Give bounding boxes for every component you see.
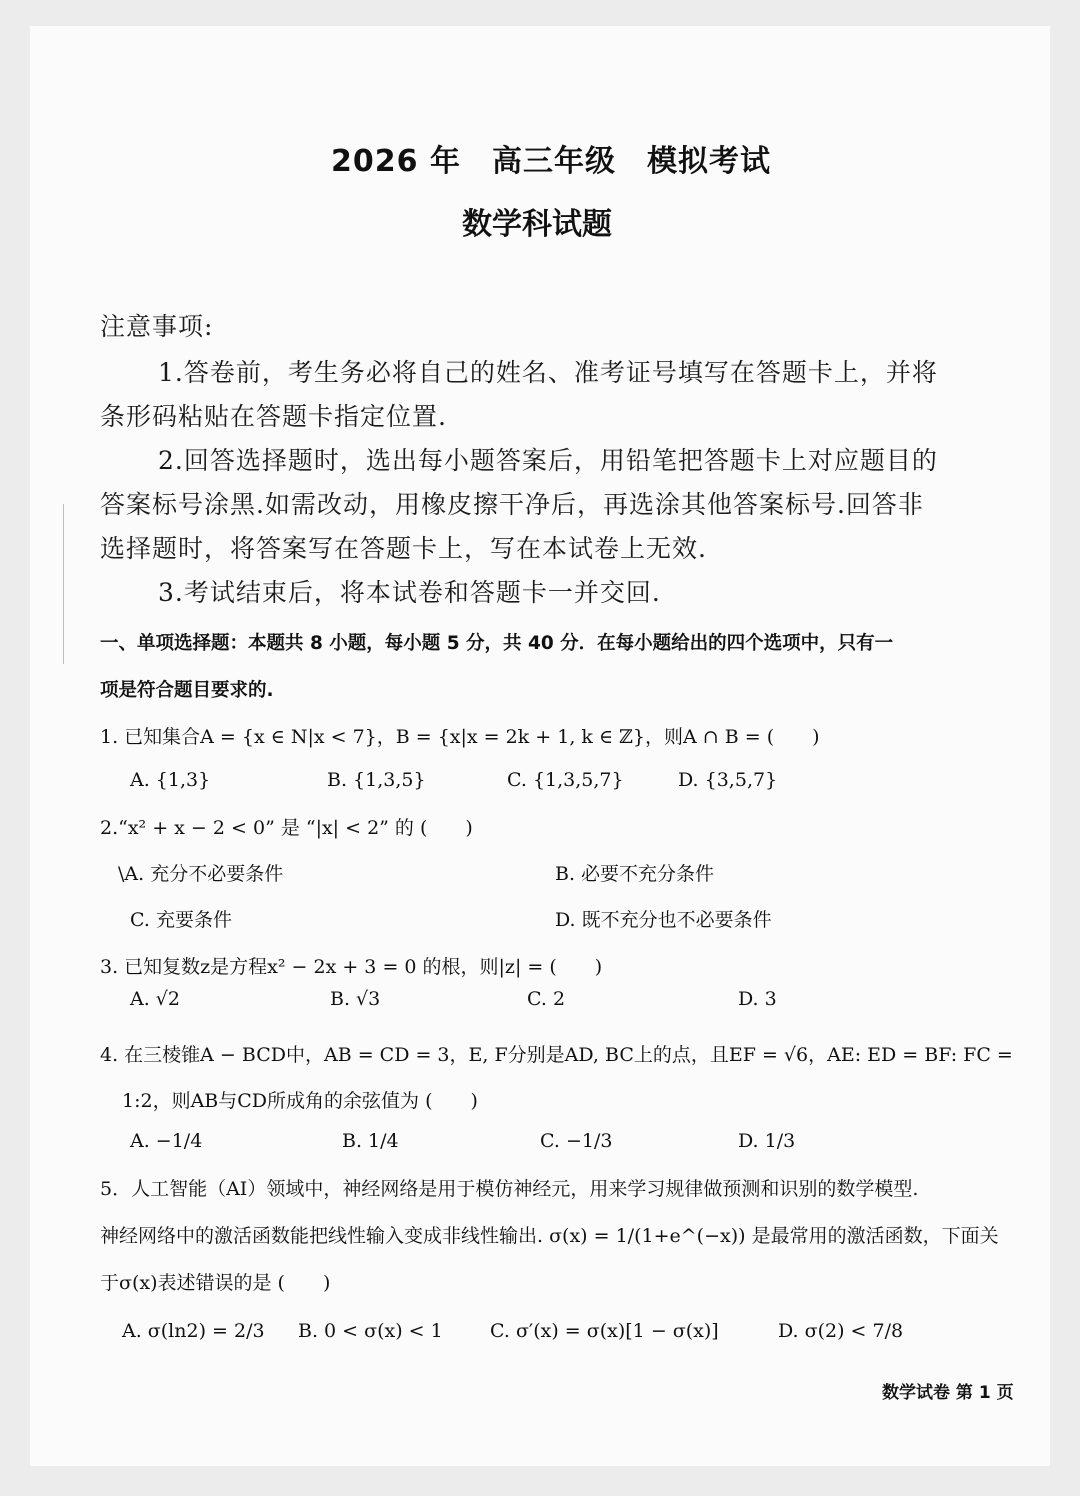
question-3-option-d: D. 3 — [738, 988, 777, 1010]
exam-subtitle: 数学科试题 — [462, 207, 612, 242]
question-5-option-a: A. σ(ln2) = 2/3 — [122, 1320, 265, 1342]
section-heading-line1: 一、单项选择题：本题共 8 小题，每小题 5 分，共 40 分．在每小题给出的四个选项中，只有一 — [100, 633, 894, 654]
question-2-option-a: \A. 充分不必要条件 — [118, 863, 284, 885]
question-1-option-d: D. {3,5,7} — [678, 769, 778, 791]
page-footer: 数学试卷 第 1 页 — [882, 1383, 1014, 1403]
question-1-stem: 1. 已知集合A = {x ∈ N|x < 7}，B = {x|x = 2k + 1, k ∈ ℤ}，则A ∩ B = ( ) — [100, 726, 820, 748]
exam-page — [30, 26, 1050, 1466]
question-3-option-c: C. 2 — [527, 988, 566, 1010]
notice-line: 1.答卷前，考生务必将自己的姓名、准考证号填写在答题卡上，并将 — [158, 358, 938, 387]
question-4-option-a: A. −1/4 — [130, 1130, 203, 1152]
question-2-stem: 2.“x² + x − 2 < 0” 是 “|x| < 2” 的 ( ) — [100, 817, 473, 839]
question-3-stem: 3. 已知复数z是方程x² − 2x + 3 = 0 的根，则|z| = ( ) — [100, 956, 603, 978]
question-1-option-a: A. {1,3} — [130, 769, 211, 791]
question-5-line3: 于σ(x)表述错误的是 ( ) — [100, 1272, 331, 1294]
question-5-option-d: D. σ(2) < 7/8 — [778, 1320, 904, 1342]
question-3-option-b: B. √3 — [330, 988, 381, 1010]
question-4-option-d: D. 1/3 — [738, 1130, 796, 1152]
question-5-option-c: C. σ′(x) = σ(x)[1 − σ(x)] — [490, 1320, 719, 1342]
notice-line: 条形码粘贴在答题卡指定位置. — [100, 402, 447, 431]
question-5-line2: 神经网络中的激活函数能把线性输入变成非线性输出. σ(x) = 1/(1+e^(−x)) 是最常用的激活函数，下面关 — [100, 1225, 999, 1247]
notice-heading: 注意事项: — [100, 312, 214, 341]
question-4-line2: 1:2，则AB与CD所成角的余弦值为 ( ) — [122, 1090, 478, 1112]
question-1-option-c: C. {1,3,5,7} — [507, 769, 624, 791]
question-1-option-b: B. {1,3,5} — [327, 769, 426, 791]
section-heading-line2: 项是符合题目要求的. — [100, 680, 274, 701]
exam-title: 2026 年 高三年级 模拟考试 — [331, 144, 771, 179]
question-4-option-c: C. −1/3 — [540, 1130, 613, 1152]
notice-line: 答案标号涂黑.如需改动，用橡皮擦干净后，再选涂其他答案标号.回答非 — [100, 490, 924, 519]
question-2-option-b: B. 必要不充分条件 — [555, 863, 715, 885]
notice-line: 3.考试结束后，将本试卷和答题卡一并交回. — [158, 578, 661, 607]
question-2-option-d: D. 既不充分也不必要条件 — [555, 909, 772, 931]
question-5-option-b: B. 0 < σ(x) < 1 — [298, 1320, 443, 1342]
scan-artifact-line — [63, 504, 64, 664]
question-4-line1: 4. 在三棱锥A − BCD中，AB = CD = 3，E, F分别是AD, BC上的点，且EF = √6，AE: ED = BF: FC = — [100, 1044, 1013, 1066]
question-3-option-a: A. √2 — [130, 988, 180, 1010]
question-2-option-c: C. 充要条件 — [130, 909, 232, 931]
question-5-line1: 5．人工智能（AI）领域中，神经网络是用于模仿神经元，用来学习规律做预测和识别的数学模型. — [100, 1178, 919, 1200]
notice-line: 选择题时，将答案写在答题卡上，写在本试卷上无效. — [100, 534, 707, 563]
question-4-option-b: B. 1/4 — [342, 1130, 399, 1152]
notice-line: 2.回答选择题时，选出每小题答案后，用铅笔把答题卡上对应题目的 — [158, 446, 938, 475]
